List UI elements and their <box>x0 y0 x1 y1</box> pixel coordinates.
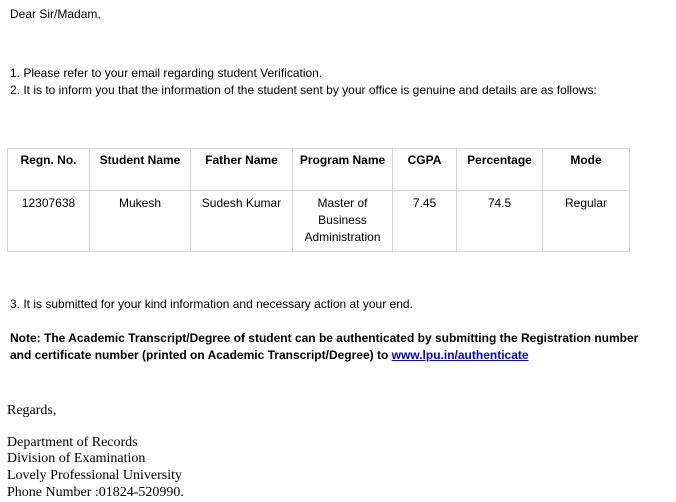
cell-program-name: Master of Business Administration <box>293 191 393 252</box>
signature-department: Department of Records <box>7 435 138 450</box>
cell-mode: Regular <box>543 191 630 252</box>
cell-cgpa: 7.45 <box>393 191 457 252</box>
cell-percentage: 74.5 <box>457 191 543 252</box>
point-3: 3. It is submitted for your kind information and necessary action at your end. <box>10 297 413 311</box>
student-details-table <box>7 148 630 252</box>
header-percentage: Percentage <box>457 149 543 191</box>
cell-student-name: Mukesh <box>90 191 191 252</box>
signature-university: Lovely Professional University <box>7 468 182 483</box>
header-mode: Mode <box>543 149 630 191</box>
point-2: 2. It is to inform you that the information of the student sent by your office is genuine and details are as follows: <box>10 83 597 97</box>
table-header-row <box>8 149 630 191</box>
signature-phone: Phone Number :01824-520990. <box>7 485 184 500</box>
table-row <box>8 191 630 252</box>
header-father-name: Father Name <box>191 149 293 191</box>
cell-father-name: Sudesh Kumar <box>191 191 293 252</box>
header-cgpa: CGPA <box>393 149 457 191</box>
authenticate-link[interactable]: www.lpu.in/authenticate <box>391 348 529 362</box>
greeting: Dear Sir/Madam, <box>10 7 101 21</box>
signature-division: Division of Examination <box>7 451 146 466</box>
cell-regn-no: 12307638 <box>8 191 90 252</box>
authentication-note <box>10 330 650 364</box>
header-student-name: Student Name <box>90 149 191 191</box>
regards-text: Regards, <box>7 403 57 418</box>
header-regn-no: Regn. No. <box>8 149 90 191</box>
header-program-name: Program Name <box>293 149 393 191</box>
note-text: Note: The Academic Transcript/Degree of student can be authenticated by submitting the Registration number and certificate number (printed on Academic Transcript/Degree) to <box>10 331 639 362</box>
point-1: 1. Please refer to your email regarding student Verification. <box>10 66 323 80</box>
